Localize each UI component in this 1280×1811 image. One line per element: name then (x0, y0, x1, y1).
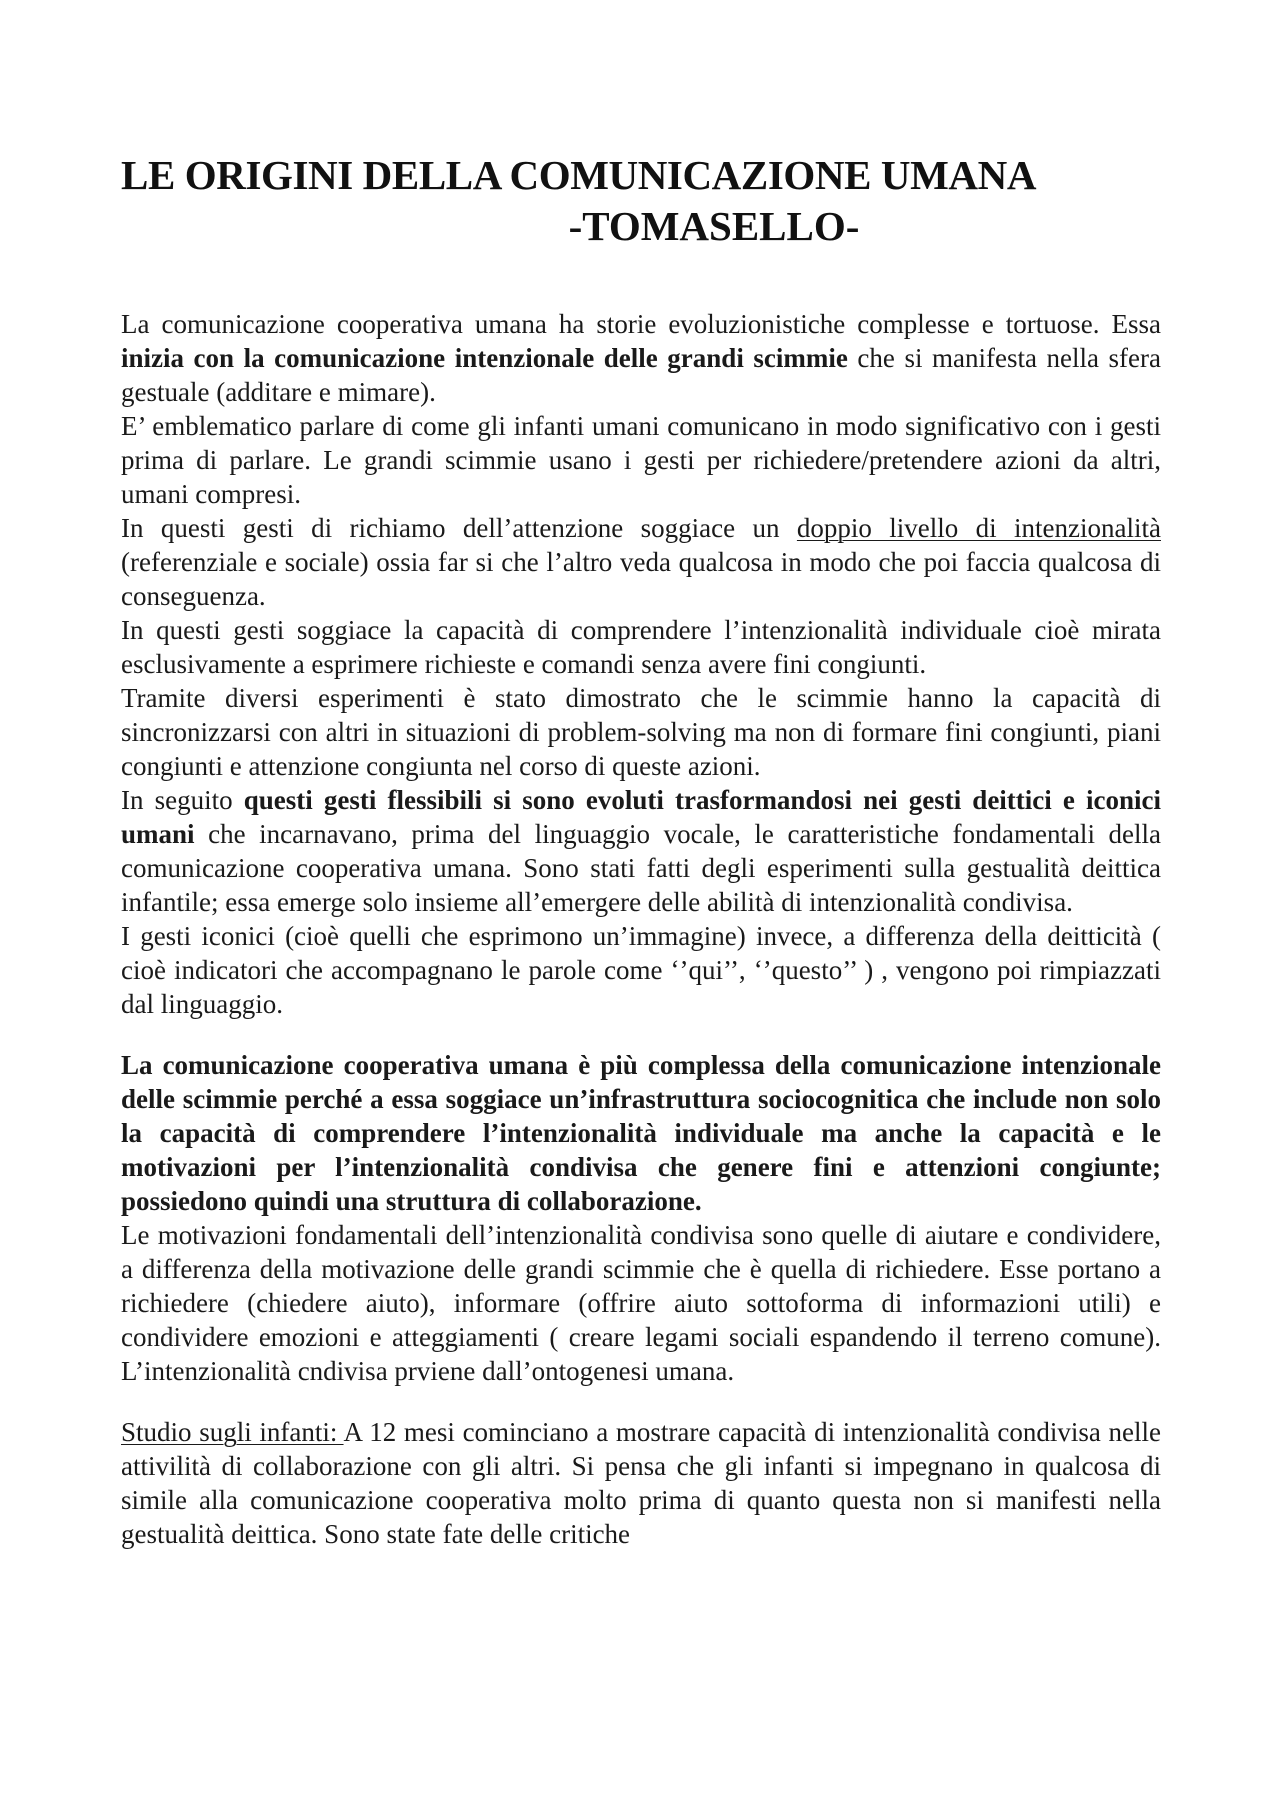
paragraph-10-text-b: A 12 mesi cominciano a mostrare capacità di intenzionalità condivisa nelle attivilità di collaborazione con gli altri. Si pensa che gli infanti si impegnano in qualcosa di simile alla comunicazione cooperativa molto prima di quanto questa non si manifesti nella gestualità deittica. Sono state fate delle critiche (121, 1417, 1161, 1549)
title-line-2: -TOMASELLO- (568, 203, 860, 249)
paragraph-7: I gesti iconici (cioè quelli che esprimono un’immagine) invece, a differenza della deitticità ( cioè indicatori che accompagnano le parole come ‘’qui’’, ‘’questo’’ ) , vengono poi rimpiazzati dal linguaggio. (121, 921, 1161, 1019)
paragraph-6-text-a: In seguito (121, 785, 244, 815)
title-line-1: LE ORIGINI DELLA COMUNICAZIONE UMANA (121, 152, 1037, 198)
document-body (121, 307, 1161, 1551)
paragraph-3 (121, 511, 1161, 613)
paragraph-3-text-a: In questi gesti di richiamo dell’attenzione soggiace un (121, 513, 797, 543)
paragraph-spacer (121, 1388, 1161, 1415)
paragraph-1-text-c: che si manifesta nella sfera gestuale (additare e mimare). (121, 343, 1162, 407)
paragraph-1 (121, 307, 1161, 409)
paragraph-6-bold-text: questi gesti flessibili si sono evoluti trasformandosi nei gesti deittici e iconici umani (121, 785, 1161, 849)
paragraph-10-underlined-heading: Studio sugli infanti: (121, 1417, 344, 1447)
paragraph-3-text-c: (referenziale e sociale) ossia far si che l’altro veda qualcosa in modo che poi faccia qualcosa di conseguenza. (121, 547, 1161, 611)
paragraph-spacer (121, 1021, 1161, 1048)
paragraph-8-bold: La comunicazione cooperativa umana è più complessa della comunicazione intenzionale delle scimmie perché a essa soggiace un’infrastruttura sociocognitica che include non solo la capacità di comprendere l’intenzionalità individuale ma anche la capacità e le motivazioni per l’intenzionalità condivisa che genere fini e attenzioni congiunte; possiedono quindi una struttura di collaborazione. (121, 1050, 1161, 1216)
paragraph-3-underlined-text: doppio livello di intenzionalità (796, 513, 1161, 543)
paragraph-6-text-c: che incarnavano, prima del linguaggio vocale, le caratteristiche fondamentali della comunicazione cooperativa umana. Sono stati fatti degli esperimenti sulla gestualità deittica infantile; essa emerge solo insieme all’emergere delle abilità di intenzionalità condivisa. (121, 819, 1161, 917)
paragraph-1-text-a: La comunicazione cooperativa umana ha storie evoluzionistiche complesse e tortuose. Essa (121, 309, 1161, 339)
paragraph-4: In questi gesti soggiace la capacità di comprendere l’intenzionalità individuale cioè mirata esclusivamente a esprimere richieste e comandi senza avere fini congiunti. (121, 615, 1161, 679)
paragraph-2: E’ emblematico parlare di come gli infanti umani comunicano in modo significativo con i gesti prima di parlare. Le grandi scimmie usano i gesti per richiedere/pretendere azioni da altri, umani compresi. (121, 411, 1161, 509)
paragraph-9: Le motivazioni fondamentali dell’intenzionalità condivisa sono quelle di aiutare e condividere, a differenza della motivazione delle grandi scimmie che è quella di richiedere. Esse portano a richiedere (chiedere aiuto), informare (offrire aiuto sottoforma di informazioni utili) e condividere emozioni e atteggiamenti ( creare legami sociali espandendo il terreno comune). L’intenzionalità cndivisa prviene dall’ontogenesi umana. (121, 1220, 1161, 1386)
paragraph-6 (121, 783, 1161, 919)
paragraph-5: Tramite diversi esperimenti è stato dimostrato che le scimmie hanno la capacità di sincronizzarsi con altri in situazioni di problem-solving ma non di formare fini congiunti, piani congiunti e attenzione congiunta nel corso di queste azioni. (121, 683, 1161, 781)
paragraph-10 (121, 1415, 1161, 1551)
page-title (121, 150, 1161, 252)
paragraph-1-bold-text: inizia con la comunicazione intenzionale delle grandi scimmie (121, 343, 848, 373)
